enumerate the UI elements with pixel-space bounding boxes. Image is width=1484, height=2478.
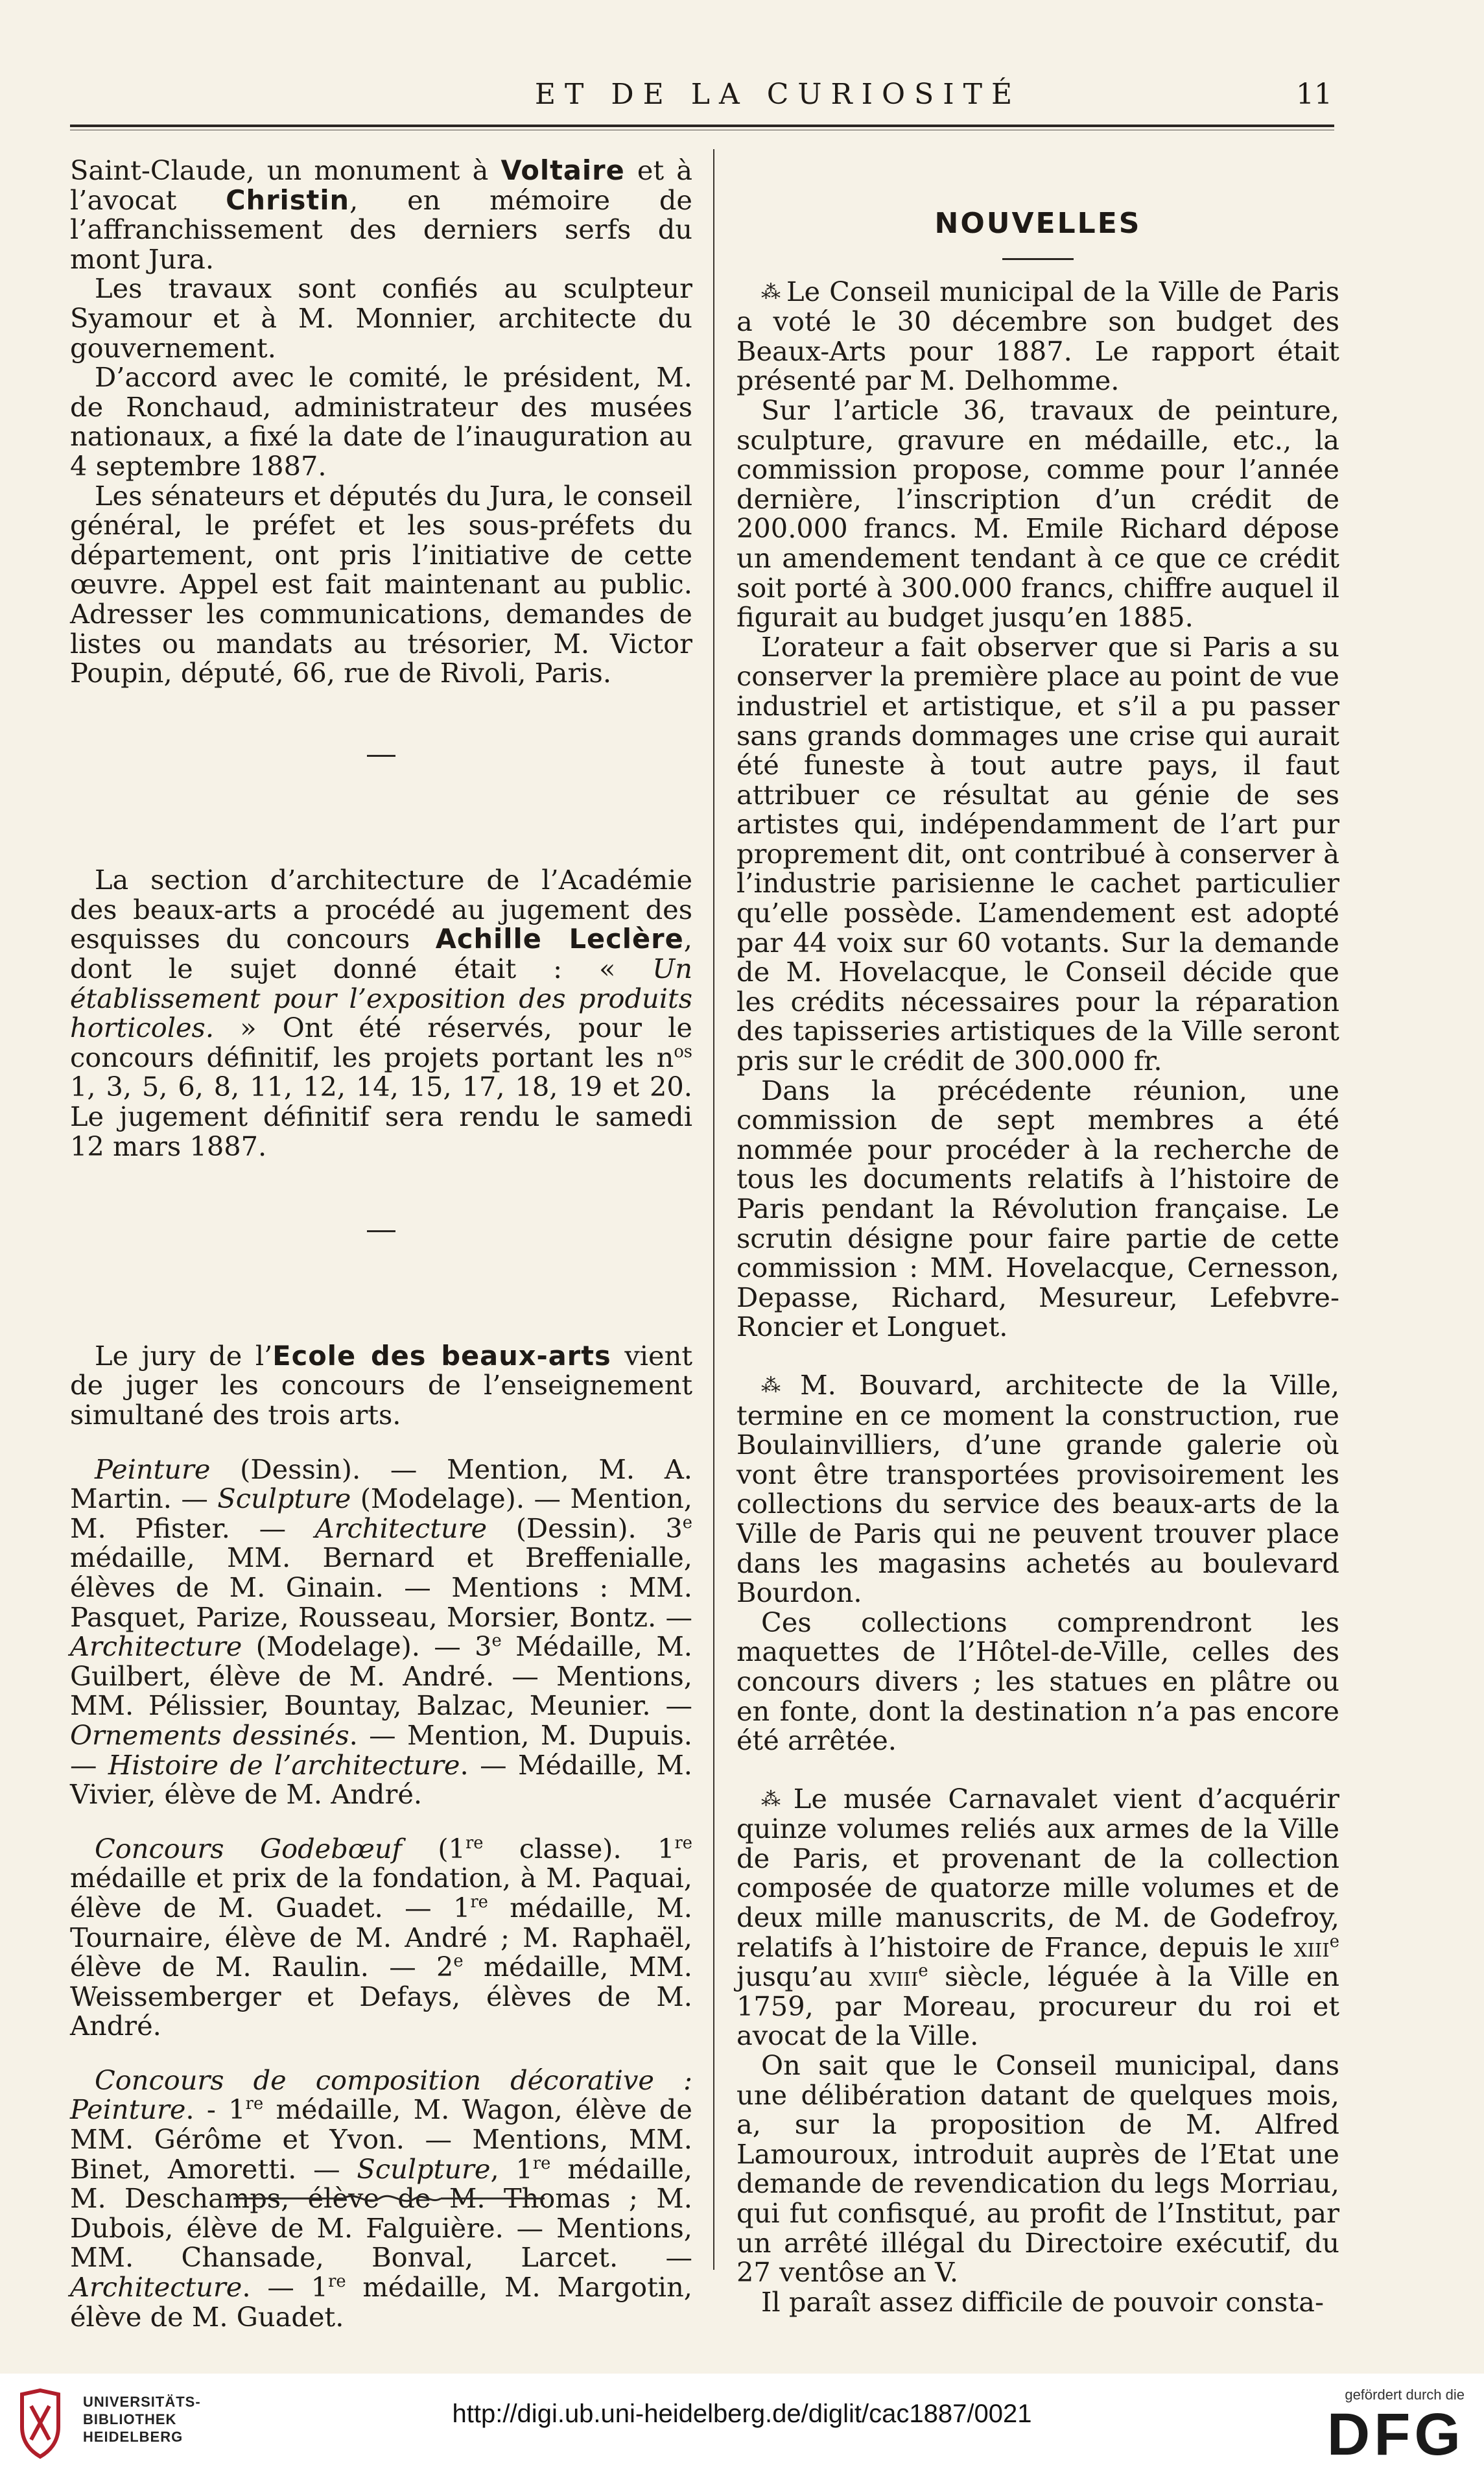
university-library-name: UNIVERSITÄTS- BIBLIOTHEK HEIDELBERG bbox=[83, 2394, 201, 2445]
paragraph: Saint-Claude, un monument à Voltaire et à l’avocat Christin, en mémoire de l’affranchissement des derniers serfs du mont Jura. bbox=[70, 154, 692, 275]
running-head: ET DE LA CURIOSITÉ bbox=[534, 78, 1022, 111]
section-heading: NOUVELLES bbox=[934, 207, 1142, 240]
paragraph: Ces collections comprendront les maquettes de l’Hôtel-de-Ville, celles des concours divers ; les statues en plâtre ou en fonte, dont la destination n’a pas encore été arrêtée. bbox=[736, 1606, 1339, 1757]
paragraph: Dans la précédente réunion, une commission de sept membres a été nommée pour procéder à la recherche de tous les documents relatifs à l’histoire de Paris pendant la Révolution française. Le scrutin désigne pour faire partie de cette commission : MM. Hovelacque, Cernesson, Depasse, Richard, Mesureur, Lefebvre-Roncier et Longuet. bbox=[736, 1074, 1339, 1343]
news-item: ⁂ Le musée Carnavalet vient d’acquérir quinze volumes reliés aux armes de la Ville de Paris, et provenant de la collection composée de quatorze mille volumes et de deux mille manuscrits, de M. de Godefroy, relatifs à l’histoire de France, depuis le xiii$^e$ jusqu’au xviii$^e$ siècle, léguée à la Ville en 1759, par Moreau, procureur du roi et avocat de la Ville. bbox=[736, 1782, 1339, 2052]
right-column bbox=[736, 156, 1339, 2317]
paragraph: Les sénateurs et députés du Jura, le conseil général, le préfet et les sous-préfets du département, ont pris l’initiative de cette œuvre. Appel est fait maintenant au public. Adresser les communications, demandes de listes ou mandats au trésorier, M. Victor Poupin, député, 66, rue de Rivoli, Paris. bbox=[70, 479, 692, 689]
paragraph: On sait que le Conseil municipal, dans une délibération datant de quelques mois, a, sur la proposition de M. Alfred Lamouroux, introduit auprès de l’Etat une demande de revendication du legs Morriau, qui fut confisqué, au profit de l’Institut, par un arrêté illégal du Directoire exécutif, du 27 ventôse an V. bbox=[736, 2049, 1339, 2289]
news-item: ⁂ M. Bouvard, architecte de la Ville, termine en ce moment la construction, rue Boulainvilliers, d’une grande galerie où vont être transportées provisoirement les collections du service des beaux-arts de la Ville de Paris qui ne peuvent trouver place dans les magasins achetés au boulevard Bourdon. bbox=[736, 1368, 1340, 1609]
heading-rule bbox=[1002, 258, 1074, 260]
paragraph: Peinture (Dessin). — Mention, M. A. Martin. — Sculpture (Modelage). — Mention, M. Pfister. — Architecture (Dessin). 3e médaille, MM. Bernard et Breffenialle, élèves de M. Ginain. — Mentions : MM. Pasquet, Parize, Rousseau, Morsier, Bontz. — Architecture (Modelage). — 3e Médaille, M. Guilbert, élève de M. André. — Mentions, MM. Pélissier, Bountay, Balzac, Meunier. — Ornements dessinés. — Mention, M. Dupuis. — Histoire de l’architecture. — Médaille, M. Vivier, élève de M. André. bbox=[70, 1453, 692, 1811]
paragraph: Le jury de l’Ecole des beaux-arts vient de juger les concours de l’enseignement simultané des trois arts. bbox=[70, 1339, 693, 1431]
paragraph: Les travaux sont confiés au sculpteur Syamour et à M. Monnier, architecte du gouvernement. bbox=[70, 272, 692, 364]
paragraph: D’accord avec le comité, le président, M. de Ronchaud, administrateur des musées nationaux, a fixé la date de l’inauguration au 4 septembre 1887. bbox=[70, 361, 692, 482]
column-divider bbox=[713, 149, 714, 2270]
paragraph: Concours Godebœuf (1re classe). 1re médaille et prix de la fondation, à M. Paquai, élève de M. Guadet. — 1re médaille, M. Tournaire, élève de M. André ; M. Raphaël, élève de M. Raulin. — 2e médaille, MM. Weissemberger et Defays, élèves de M. André. bbox=[70, 1832, 693, 2042]
paragraph: Il paraît assez difficile de pouvoir consta- bbox=[761, 2285, 1324, 2318]
funder-note: gefördert durch die bbox=[1345, 2387, 1465, 2403]
permalink-url[interactable]: http://digi.ub.uni-heidelberg.de/diglit/cac1887/0021 bbox=[452, 2400, 1032, 2428]
paragraph: La section d’architecture de l’Académie des beaux-arts a procédé au jugement des esquisses du concours Achille Leclère, dont le sujet donné était : « Un établissement pour l’exposition des produits horticoles. » Ont été réservés, pour le concours définitif, les projets portant les $n^{os}$ 1, 3, 5, 6, 8, 11, 12, 14, 15, 17, 18, 19 et 20. Le jugement définitif sera rendu le samedi 12 mars 1887. bbox=[70, 864, 692, 1162]
news-item: ⁂ Le Conseil municipal de la Ville de Paris a voté le 30 décembre son budget des Beaux-Arts pour 1887. Le rapport était présenté par M. Delhomme. bbox=[736, 275, 1340, 397]
page-number: 11 bbox=[1296, 78, 1332, 111]
paragraph: L’orateur a fait observer que si Paris a su conserver la première place au point de vue industriel et artistique, et s’il a pu passer sans grands dommages une crise qui aurait été funeste à tout autre pays, il faut attribuer ce résultat au génie de ses artistes qui, indépendamment de l’art pur proprement dit, ont contribué à conserver à l’industrie parisienne le cachet particulier qu’elle possède. L’amendement est adopté par 44 voix sur 60 votants. Sur la demande de M. Hovelacque, le Conseil décide que les crédits nécessaires pour la réparation des tapisseries artistiques de la Ville seront pris sur le crédit de 300.000 fr. bbox=[736, 630, 1339, 1077]
ornament-divider bbox=[233, 2189, 545, 2208]
separator bbox=[70, 739, 692, 768]
paragraph: Concours de composition décorative : Peinture. - 1re médaille, M. Wagon, élève de MM. Gérôme et Yvon. — Mentions, MM. Binet, Amoretti. — Sculpture, 1re médaille, M. Deschamps, élève de M. Thomas ; M. Dubois, élève de M. Falguière. — Mentions, MM. Chansade, Bonval, Larcet. — Architecture. — 1re médaille, M. Margotin, élève de M. Guadet. bbox=[70, 2064, 693, 2333]
paragraph: Sur l’article 36, travaux de peinture, sculpture, gravure en médaille, etc., la commission propose, comme pour l’année dernière, l’inscription d’un crédit de 200.000 francs. M. Emile Richard dépose un amendement tendant à ce que ce crédit soit porté à 300.000 francs, chiffre auquel il figurait au budget jusqu’en 1885. bbox=[736, 394, 1339, 634]
left-column bbox=[70, 156, 692, 2331]
header-rule bbox=[70, 125, 1334, 127]
separator bbox=[70, 1214, 692, 1244]
dfg-logo: DFG bbox=[1326, 2401, 1465, 2468]
